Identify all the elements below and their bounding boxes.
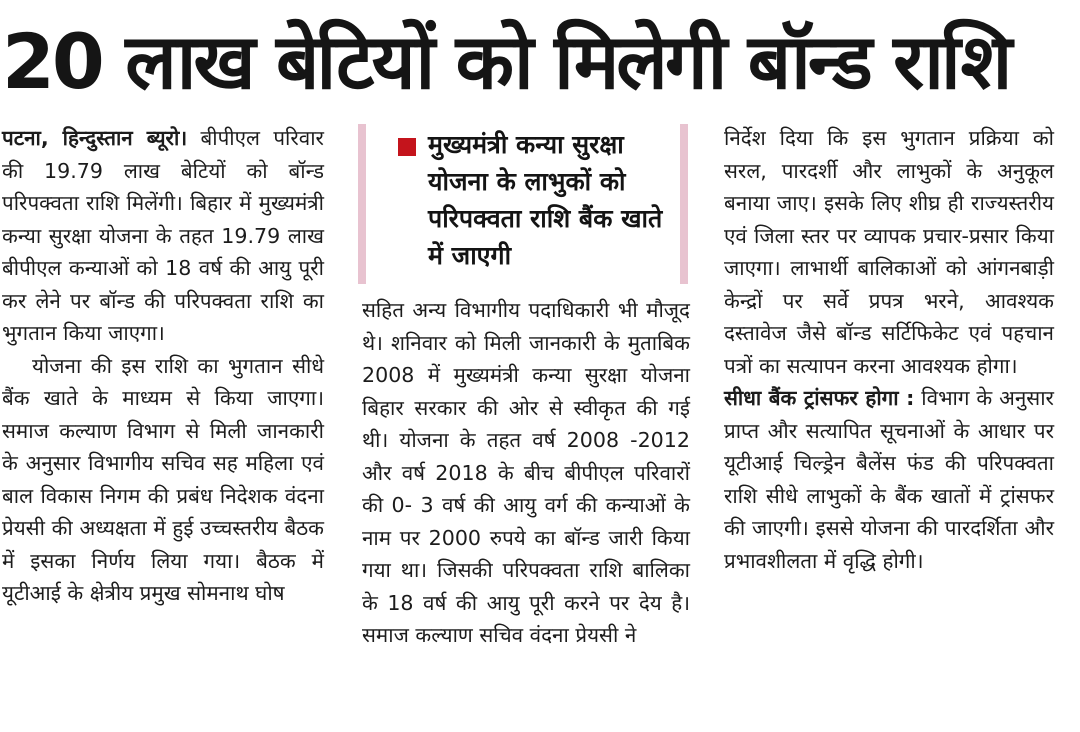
article-column-3 [724,122,1054,577]
highlight-box [358,124,688,284]
paragraph-2: योजना की इस राशि का भुगतान सीधे बैंक खाते के माध्यम से किया जाएगा। समाज कल्याण विभाग से मिली जानकारी के अनुसार विभागीय सचिव सह महिला एवं बाल विकास निगम की प्रबंध निदेशक वंदना प्रेयसी की अध्यक्षता में हुई उच्चस्तरीय बैठक में इसका निर्णय लिया गया। बैठक में यूटीआई के क्षेत्रीय प्रमुख सोमनाथ घोष [2,353,324,605]
highlight-text: मुख्यमंत्री कन्या सुरक्षा योजना के लाभुकों को परिपक्वता राशि बैंक खाते में जाएगी [428,130,663,270]
paragraph-text: विभाग के अनुसार प्राप्त और सत्यापित सूचनाओं के आधार पर यूटीआई चिल्ड्रेन बैलेंस फंड की परिपक्वता राशि सीधे लाभुकों के बैंक खातों में ट्रांसफर की जाएगी। इससे योजना की पारदर्शिता और प्रभावशीलता में वृद्धि होगी। [724,386,1054,573]
paragraph-5 [724,382,1054,577]
square-bullet-icon [398,138,416,156]
dateline: पटना, हिन्दुस्तान ब्यूरो। [2,126,188,150]
headline: 20 लाख बेटियों को मिलेगी बॉन्ड राशि [2,17,1010,106]
paragraph-1 [2,122,324,350]
paragraph-text: बीपीएल परिवार की 19.79 लाख बेटियों को बॉन्ड परिपक्वता राशि मिलेंगी। बिहार में मुख्यमंत्री कन्या सुरक्षा योजना के तहत 19.79 लाख बीपीएल कन्याओं को 18 वर्ष की आयु पूरी कर लेने पर बॉन्ड की परिपक्वता राशि का भुगतान किया जाएगा। [2,126,324,345]
subheading: सीधा बैंक ट्रांसफर होगा : [724,386,915,410]
article-column-1 [2,122,324,610]
article-column-2 [362,294,690,652]
paragraph-3: सहित अन्य विभागीय पदाधिकारी भी मौजूद थे। शनिवार को मिली जानकारी के मुताबिक 2008 में मुख्यमंत्री कन्या सुरक्षा योजना बिहार सरकार की ओर से स्वीकृत की गई थी। योजना के तहत वर्ष 2008 -2012 और वर्ष 2018 के बीच बीपीएल परिवारों की 0- 3 वर्ष की आयु वर्ग की कन्याओं के नाम पर 2000 रुपये का बॉन्ड जारी किया गया था। जिसकी परिपक्वता राशि बालिका के 18 वर्ष की आयु पूरी करने पर देय है। समाज कल्याण सचिव वंदना प्रेयसी ने [362,298,690,647]
paragraph-4: निर्देश दिया कि इस भुगतान प्रक्रिया को सरल, पारदर्शी और लाभुकों के अनुकूल बनाया जाए। इसके लिए शीघ्र ही राज्यस्तरीय एवं जिला स्तर पर व्यापक प्रचार-प्रसार किया जाएगा। लाभार्थी बालिकाओं को आंगनबाड़ी केन्द्रों पर सर्वे प्रपत्र भरने, आवश्यक दस्तावेज जैसे बॉन्ड सर्टिफिकेट एवं पहचान पत्रों का सत्यापन करना आवश्यक होगा। [724,126,1054,378]
